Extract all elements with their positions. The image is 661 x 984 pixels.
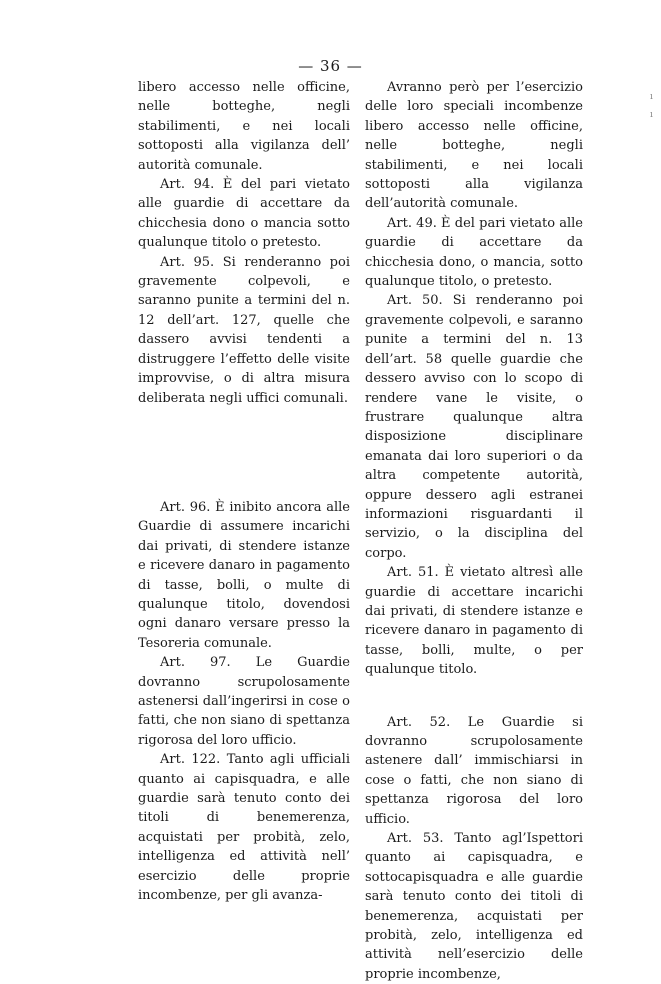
article-51: Art. 51. È vietato altresì alle guardie di accettare incarichi dai privati, di stendere istanze e ricevere danaro in pagamento di tasse, bolli, multe, o per qualunque titolo. (365, 565, 583, 678)
left-column (138, 78, 350, 905)
article-122: Art. 122. Tanto agli ufficiali quanto ai capisquadra, e alle guardie sarà tenuto conto dei titoli di benemerenza, acquistati per probità, zelo, intelligenza ed attività nell’ esercizio delle proprie incombenze, per gli avanza- (138, 752, 350, 904)
column-gap (365, 680, 583, 713)
article-97: Art. 97. Le Guardie dovranno scrupolosamente astenersi dall’ingerirsi in cose o fatti, che non siano di spettanza rigorosa del loro ufficio. (138, 655, 350, 748)
article-53: Art. 53. Tanto agl’Ispettori quanto ai capisquadra, e sottocapisquadra e alle guardie sarà tenuto conto dei titoli di benemerenza, acquistati per probità, zelo, intelligenza ed attività nell’esercizio delle proprie incombenze, (365, 831, 583, 982)
article-96: Art. 96. È inibito ancora alle Guardie di assumere incarichi dai privati, di stendere istanze e ricevere danaro in pagamento di tasse, bolli, o multe di qualunque titolo, dovendosi ogni danaro versare presso la Tesoreria comunale. (138, 499, 350, 651)
right-column (365, 78, 583, 984)
column-gap (138, 408, 350, 498)
article-50: Art. 50. Si renderanno poi gravemente colpevoli, e saranno punite a termini del n. 13 dell’art. 58 quelle guardie che dessero avviso con lo scopo di rendere vane le visite, o frustrare qualunque altra disposizione disciplinare emanata dai loro superiori o da altra competente autorità, oppure dessero agli estranei informazioni risguardanti il servizio, o la disciplina del corpo. (365, 293, 583, 561)
article-94: Art. 94. È del pari vietato alle guardie di accettare da chicchesia dono o mancia sotto qualunque titolo o pretesto. (138, 177, 350, 251)
scan-edge-mark: ı (650, 92, 653, 102)
article-52: Art. 52. Le Guardie si dovranno scrupolosamente astenere dall’ immischiarsi in cose o fatti, che non siano di spettanza rigorosa del loro ufficio. (365, 714, 583, 827)
page-number: — 36 — (298, 57, 363, 75)
paragraph-continuation: libero accesso nelle officine, nelle botteghe, negli stabilimenti, e nei locali sottoposti alla vigilanza dell’ autorità comunale. (138, 80, 350, 173)
article-49: Art. 49. È del pari vietato alle guardie di accettare da chicchesia dono, o mancia, sotto qualunque titolo, o pretesto. (365, 215, 583, 290)
article-95: Art. 95. Si renderanno poi gravemente colpevoli, e saranno punite a termini del n. 12 dell’art. 127, quelle che dassero avvisi tendenti a distruggere l’effetto delle visite improvvise, o di altra misura deliberata negli uffici comunali. (138, 254, 350, 406)
scan-edge-mark: ı (650, 110, 653, 120)
paragraph-avranno: Avranno però per l’esercizio delle loro speciali incombenze libero accesso nelle officine, nelle botteghe, negli stabilimenti, e nei locali sottoposti alla vigilanza dell’autorità comunale. (365, 80, 583, 212)
